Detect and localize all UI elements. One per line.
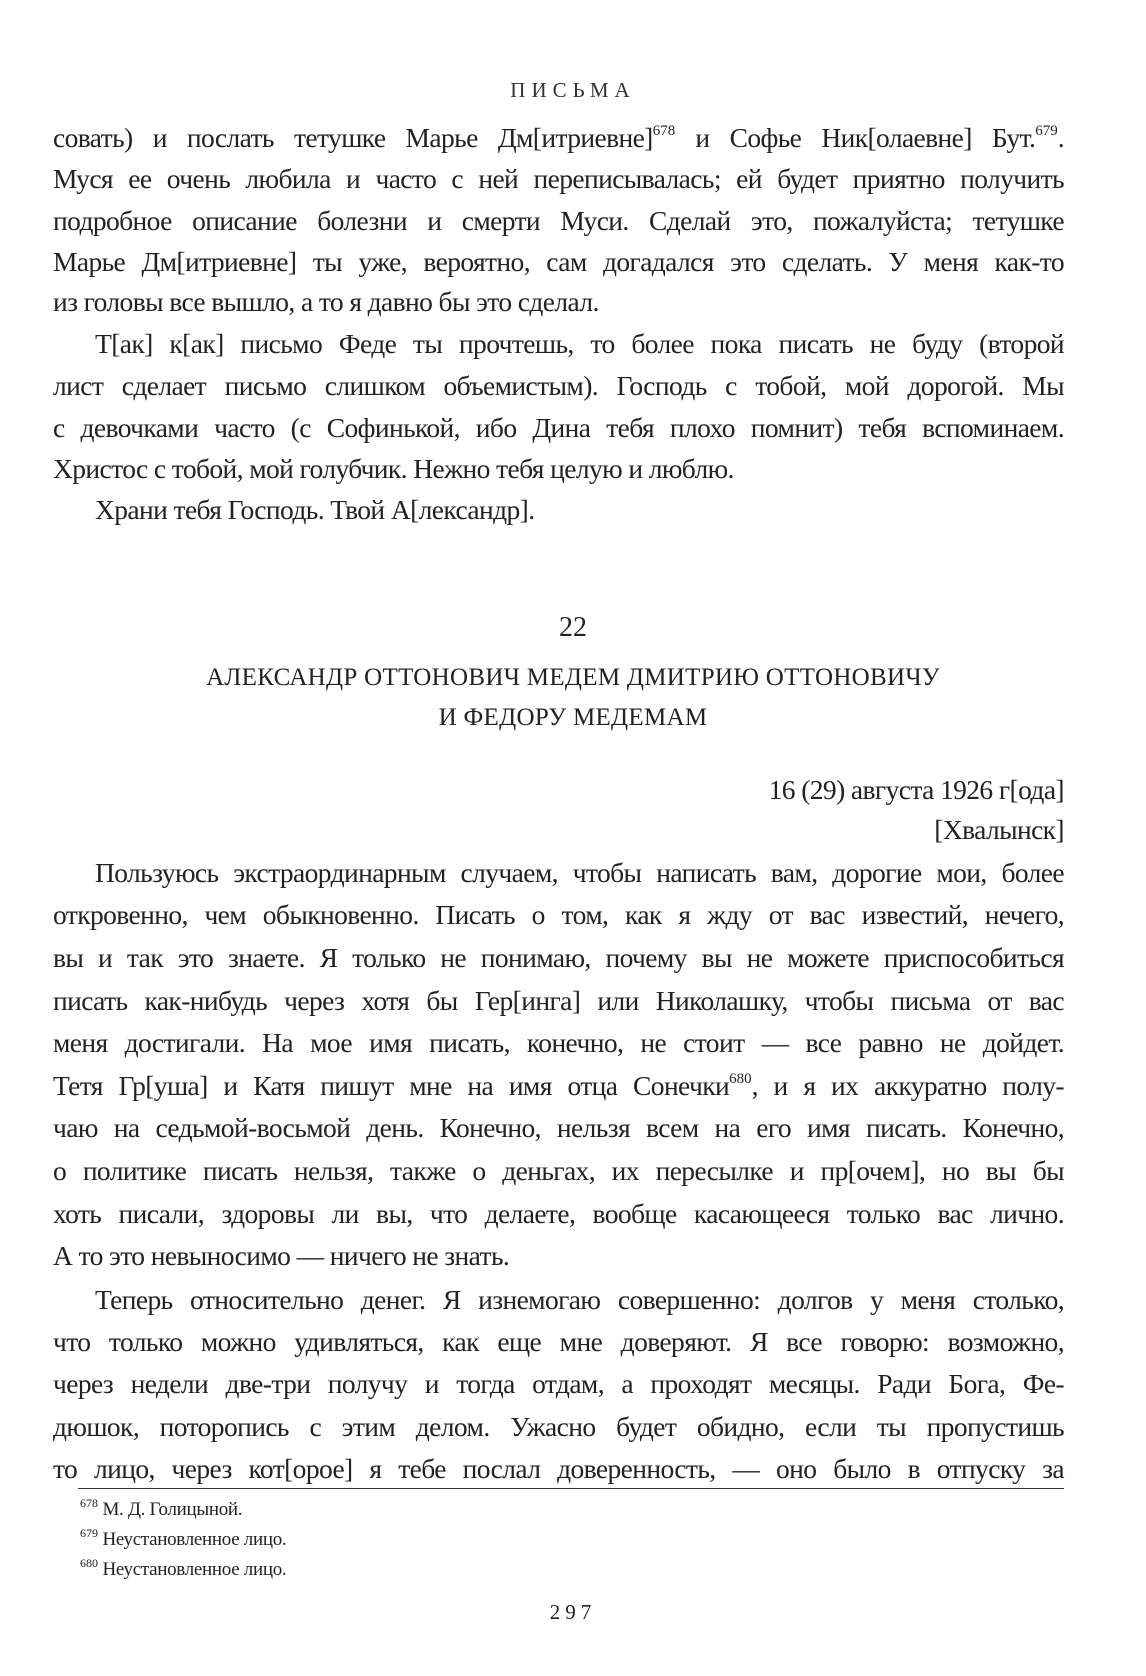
letter-date: 16 (29) августа 1926 г[ода] [768,774,1064,805]
footnote-ref-678[interactable]: 678 [652,123,676,139]
footnote-ref-680[interactable]: 680 [729,1071,752,1087]
text-line: Пользуюсь экстраординарным случаем, чтобы написать вам, дорогие мои, более [95,857,1064,888]
text-line: дюшок, поторопись с этим делом. Ужасно будет обидно, если ты пропустишь [53,1411,1064,1442]
text-line: совать) и послать тетушке Марье Дм[итриевне]$^{678}$ и Софье Ник[олаевне] Бут.$^{679}$. [53,122,1064,153]
running-head: ПИСЬМА [510,78,636,102]
text-line: что только можно удивляться, как еще мне доверяют. Я все говорю: возможно, [53,1326,1064,1357]
text-line: через недели две-три получу и тогда отдам, а проходят месяцы. Ради Бога, Фе- [53,1368,1064,1399]
signature-line: Храни тебя Господь. Твой А[лександр]. [95,494,535,525]
text-line: с девочками часто (с Софинькой, ибо Дина тебя плохо помнит) тебя вспоминаем. [53,412,1064,443]
footnote-separator [78,1488,1064,1489]
letter-title-line-1: АЛЕКСАНДР ОТТОНОВИЧ МЕДЕМ ДМИТРИЮ ОТТОНОВИЧУ [206,664,940,691]
text-line: Тетя Гр[уша] и Катя пишут мне на имя отца Сонечки$^{680}$, и я их аккуратно полу- [53,1070,1064,1101]
text-line: о политике писать нельзя, также о деньгах, их пересылке и пр[очем], но вы бы [53,1155,1064,1186]
text-line: откровенно, чем обыкновенно. Писать о том, как я жду от вас известий, нечего, [53,899,1064,930]
letter-number: 22 [559,612,587,643]
page-number: 297 [549,1600,597,1624]
text-line: писать как-нибудь через хотя бы Гер[инга] или Николашку, чтобы письма от вас [53,985,1064,1016]
text-line: меня достигали. На мое имя писать, конечно, не стоит — все равно не дойдет. [53,1027,1064,1058]
footnote-ref-679[interactable]: 679 [1035,123,1058,139]
text-line: Теперь относительно денег. Я изнемогаю совершенно: долгов у меня столько, [95,1284,1064,1315]
text-line: А то это невыносимо — ничего не знать. [53,1240,510,1271]
footnote-678: $^{678}$ М. Д. Голицыной. [80,1496,243,1520]
text-line: лист сделает письмо слишком объемистым). Господь с тобой, мой дорогой. Мы [53,370,1064,401]
text-line: вы и так это знаете. Я только не понимаю, почему вы не можете приспособиться [53,942,1064,973]
footnote-679: $^{679}$ Неустановленное лицо. [80,1526,287,1550]
text-line: из головы все вышло, а то я давно бы это сделал. [53,286,599,317]
text-line: Муся ее очень любила и часто с ней переписывалась; ей будет приятно получить [53,163,1064,194]
text-line: Марье Дм[итриевне] ты уже, вероятно, сам догадался это сделать. У меня как-то [53,246,1064,277]
text-line: подробное описание болезни и смерти Муси. Сделай это, пожалуйста; тетушке [53,205,1064,236]
text-line: Христос с тобой, мой голубчик. Нежно тебя целую и люблю. [53,453,734,484]
text-line: то лицо, через кот[орое] я тебе послал доверенность, — оно было в отпуску за [53,1453,1064,1484]
text-line: чаю на седьмой-восьмой день. Конечно, нельзя всем на его имя писать. Конечно, [53,1112,1064,1143]
footnote-680: $^{680}$ Неустановленное лицо. [80,1556,287,1580]
letter-title-line-2: И ФЕДОРУ МЕДЕМАМ [438,704,708,731]
letter-place: [Хвалынск] [934,814,1064,845]
text-line: Т[ак] к[ак] письмо Феде ты прочтешь, то более пока писать не буду (второй [95,328,1064,359]
text-line: хоть писали, здоровы ли вы, что делаете, вообще касающееся только вас лично. [53,1198,1064,1229]
